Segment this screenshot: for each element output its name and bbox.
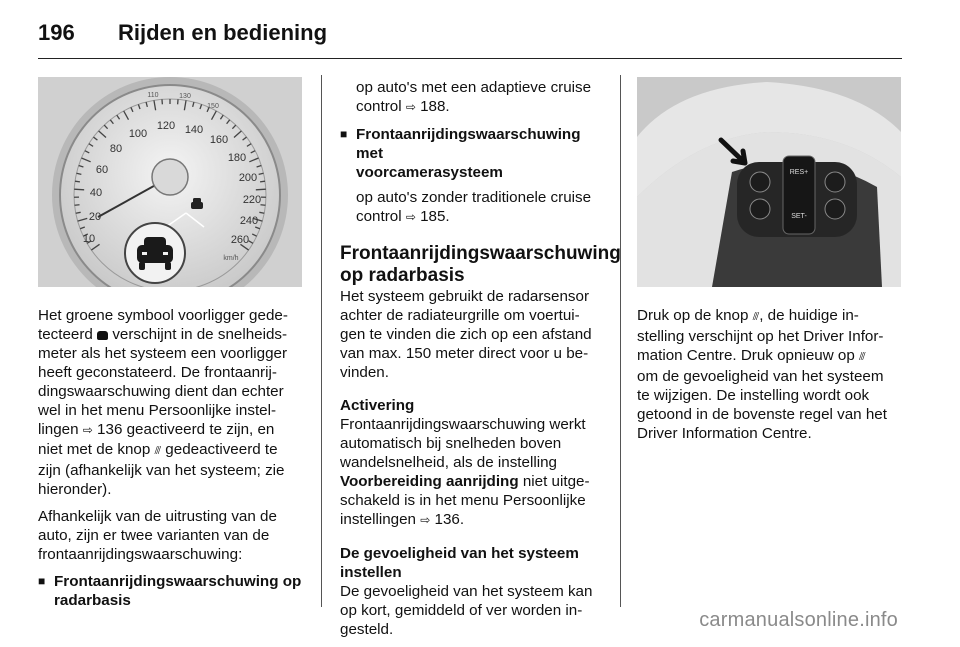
speedo-unit: km/h [223,255,238,262]
bullet-camera: ■ Frontaanrijdingswaarschuwing met voorcamerasysteem [340,125,610,182]
speedo-mph-label: 110 [147,92,158,99]
speedo-label: 160 [210,134,228,146]
speedo-tick [75,181,80,182]
speedo-tick [256,189,266,190]
speedo-label: 40 [90,187,102,199]
column-1 [38,306,310,610]
collision-alert-button [750,172,770,192]
speedo-label: 60 [96,164,108,176]
page-title: Rijden en bediening [118,20,327,46]
bullet-square-icon: ■ [340,125,347,144]
header-rule [38,58,902,59]
paragraph-radar-system: Het systeem gebruikt de radarsensor achter de radiateurgrille om voertui- gen te vinden die zich op een afstand van max. 150 meter direct voor u be- vinden. [340,287,610,382]
vehicle-ahead-callout-icon [125,223,185,283]
page-ref-arrow-icon: ⇨ [406,210,416,224]
bullet-radar: ■ Frontaanrijdingswaarschuwing op radarbasis [38,572,310,610]
column-2 [340,78,610,647]
paragraph-adaptive-cruise: op auto's met een adaptieve cruise control ⇨ 188. [340,78,610,117]
speedo-label: 100 [129,128,147,140]
speedo-tick [260,181,265,182]
speedo-mph-label: 130 [179,93,191,100]
paragraph-front-vehicle: Het groene symbool voorligger gede- tecteerd verschijnt in de snelheids- meter als het systeem een voorligger heeft geconstateerd. De frontaanrij- dingswaarschuwing dient dan echter wel in het menu Persoonlijke instel- lingen ⇨ 136 geactiveerd te zijn, en niet met de knop ⫻ gedeactiveerd te zijn (afhankelijk van het systeem; zie hieronder). [38,306,310,499]
car-icon [97,331,108,340]
page-ref-arrow-icon: ⇨ [406,100,416,114]
res-plus-label: RES+ [790,169,808,176]
cruise-cancel-button [750,199,770,219]
set-minus-label: SET- [791,213,807,220]
speedo-label: 220 [243,194,261,206]
paragraph-activation: Frontaanrijdingswaarschuwing werkt automatisch bij snelheden boven wandelsnelheid, als de instelling Voorbereiding aanrijding niet uitge- schakeld is in het menu Persoonlijke instellingen ⇨ 136. [340,415,610,530]
column-3 [637,306,902,451]
collision-alert-button-icon: ⫻ [753,311,760,323]
page-ref-arrow-icon: ⇨ [420,513,430,527]
steering-wheel-illustration [637,77,901,287]
speedo-label: 80 [110,143,122,155]
paragraph-press-button: Druk op de knop ⫻, de huidige in- stelling verschijnt op het Driver Infor- mation Centre. Druk opnieuw op ⫻ om de gevoeligheid van het systeem te wijzigen. De instelling wordt ook getoond in de bovenste regel van het Driver Information Centre. [637,306,902,443]
collision-alert-button-icon: ⫻ [155,442,162,461]
speedo-hub [152,159,188,195]
speedo-label: 20 [89,211,101,223]
subheading-sensitivity: De gevoeligheid van het systeem instellen [340,544,610,582]
speedometer-illustration [38,77,302,287]
speedo-tick [74,189,84,190]
speedo-mph-label: 150 [207,103,219,110]
collision-alert-button-icon: ⫻ [859,351,866,363]
cruise-on-button [825,199,845,219]
bullet-square-icon: ■ [38,572,45,591]
paragraph-sensitivity: De gevoeligheid van het systeem kan op kort, gemiddeld of ver worden in- gesteld. [340,582,610,639]
speedo-label: 10 [83,233,95,245]
speedo-label: 120 [157,120,175,132]
column-separator [321,75,322,607]
section-title: Frontaanrijdingswaarschuwing op radarbasis [340,243,610,287]
page-ref-arrow-icon: ⇨ [83,423,93,437]
speedo-label: 180 [228,152,246,164]
steering-wheel-figure [637,77,901,287]
speed-limiter-button [825,172,845,192]
column-separator [620,75,621,607]
speedo-label: 240 [240,215,258,227]
speedometer-figure [38,77,302,287]
speedo-label: 200 [239,172,257,184]
speedo-tick [260,205,265,206]
speedo-tick [75,205,80,206]
paragraph-no-cruise: op auto's zonder traditionele cruise control ⇨ 185. [340,188,610,227]
paragraph-variants: Afhankelijk van de uitrusting van de auto, zijn er twee varianten van de frontaanrijdingswaarschuwing: [38,507,310,564]
page-number: 196 [38,20,75,46]
watermark: carmanualsonline.info [699,609,898,632]
speedo-label: 260 [231,234,249,246]
subheading-activation: Activering [340,396,610,415]
speedo-label: 140 [185,124,203,136]
